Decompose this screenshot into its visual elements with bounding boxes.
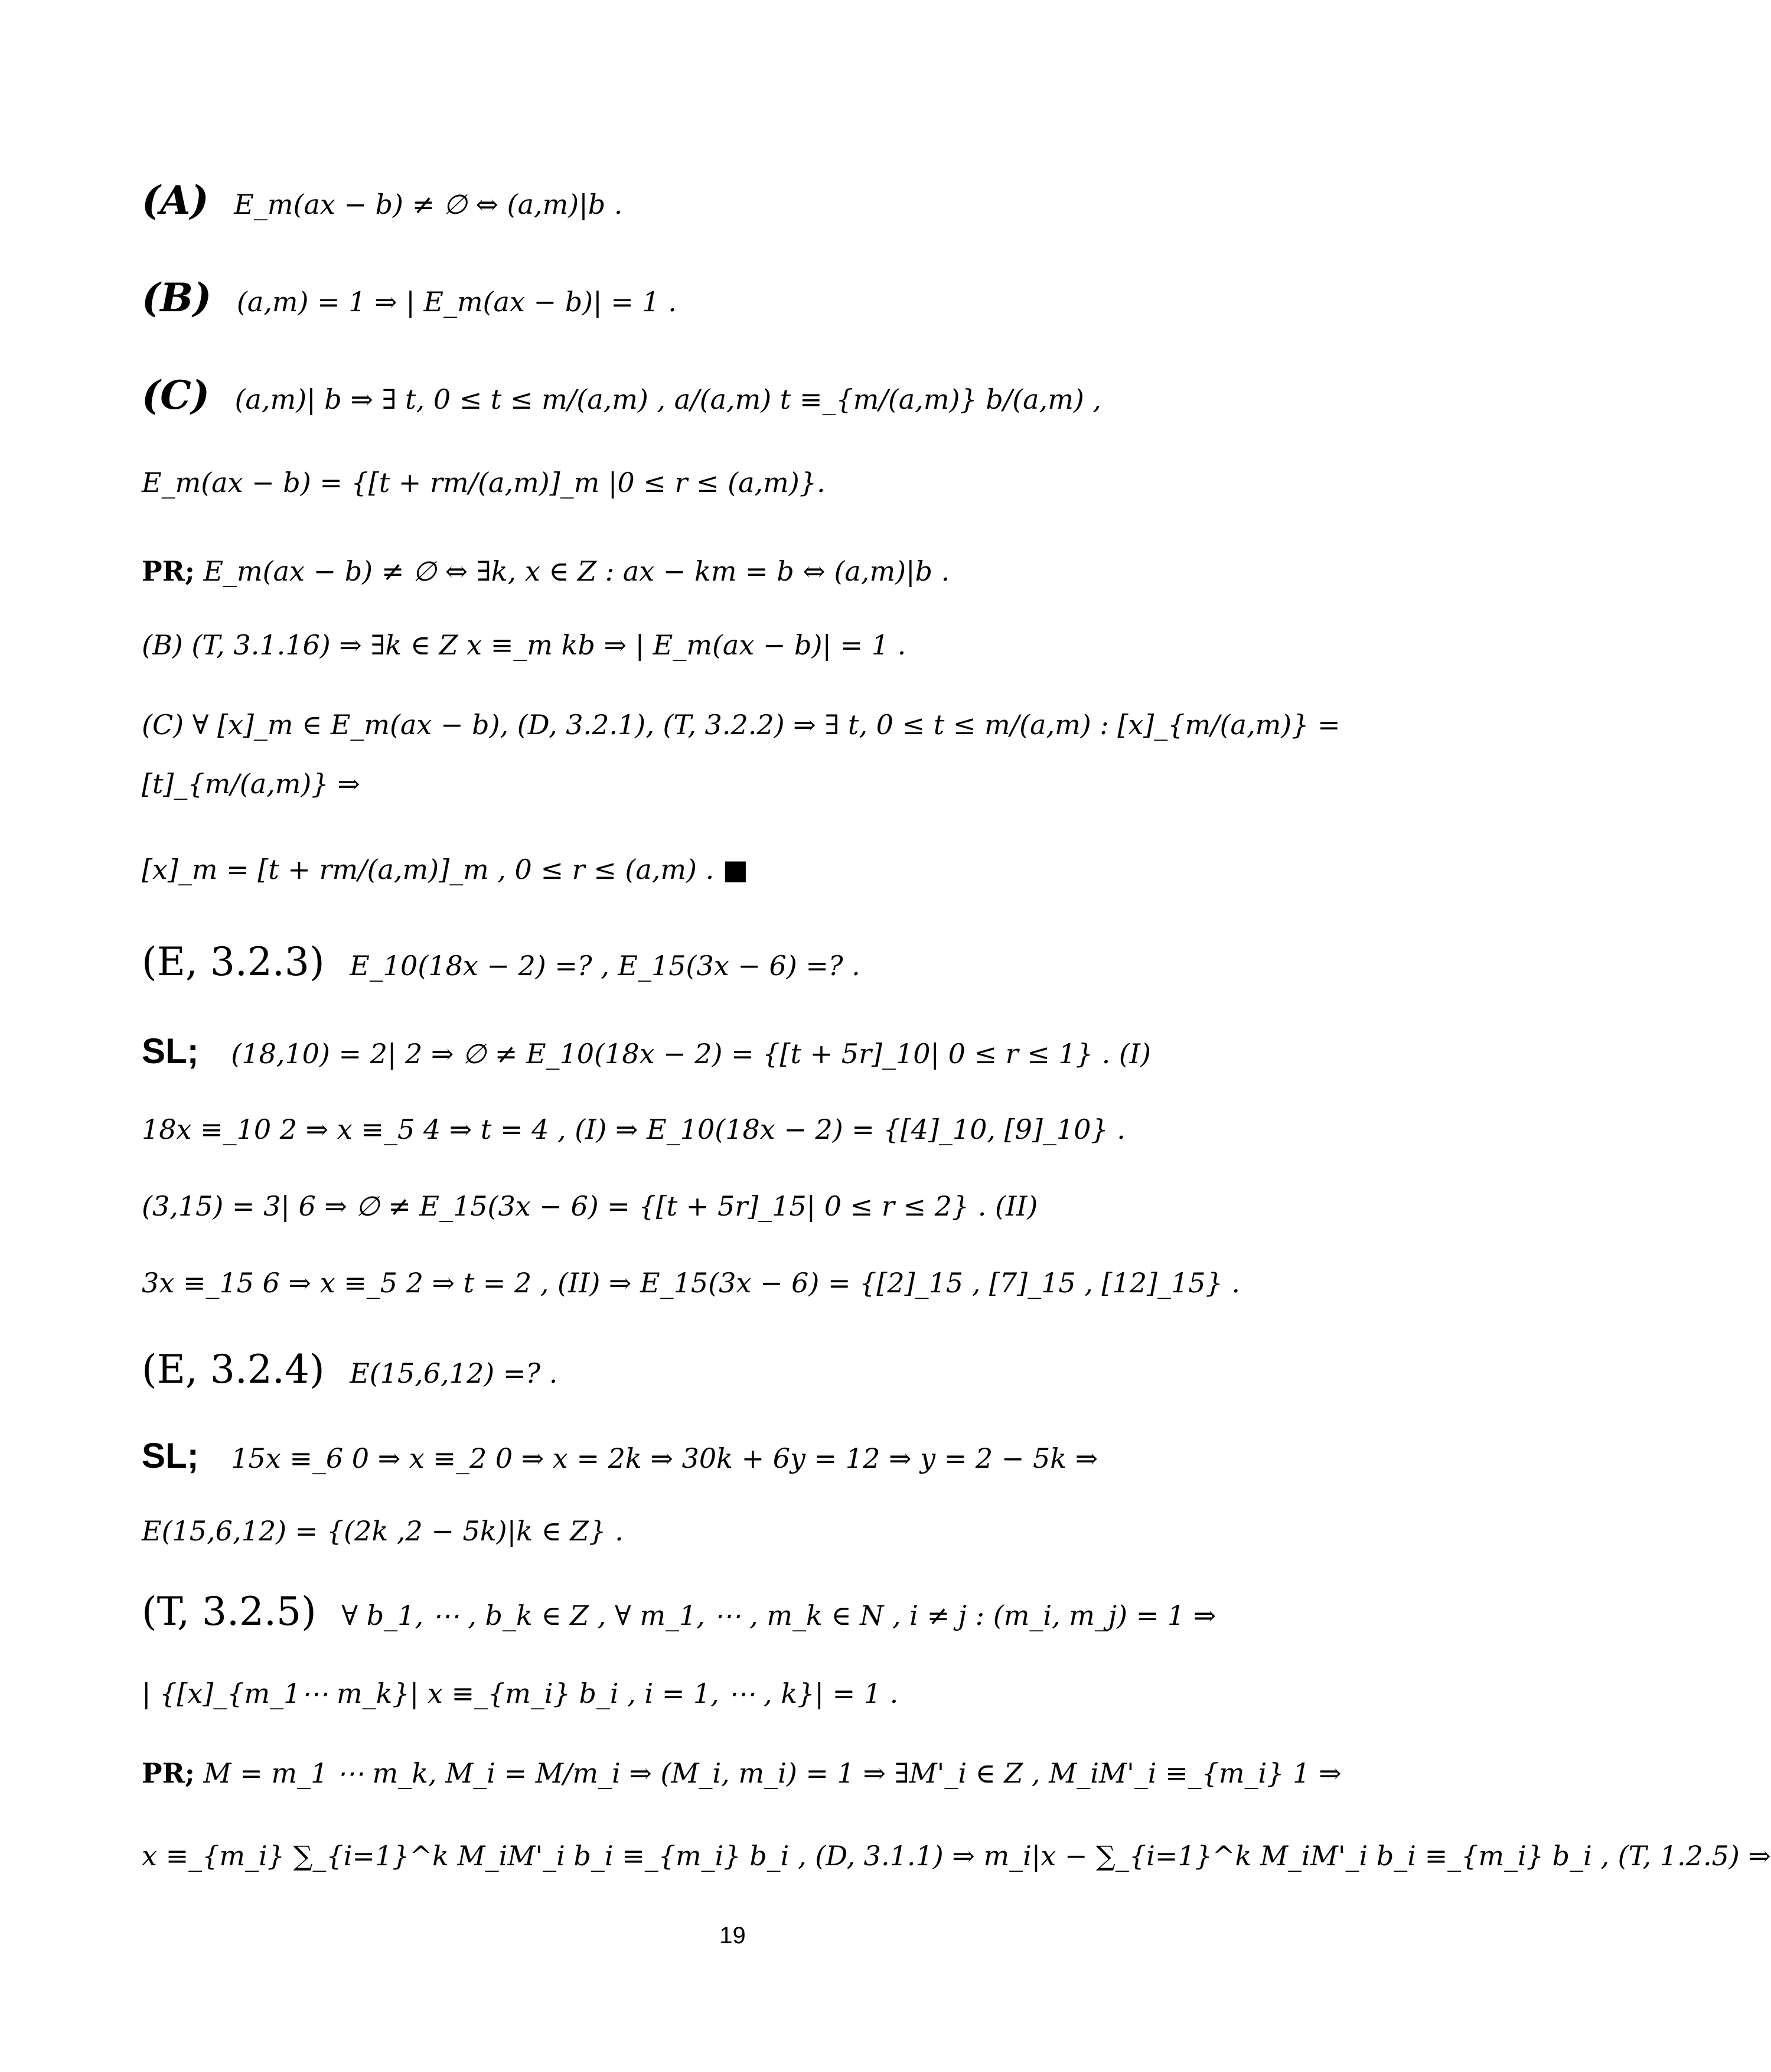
line-proof-b	[142, 629, 906, 661]
page-number: 19	[719, 1923, 746, 1949]
line-sl1-3	[142, 1190, 1038, 1222]
line-sl2	[142, 1435, 1098, 1476]
line-c-set	[142, 467, 826, 499]
text-a: E_m(ax − b) ≠ ∅ ⇔ (a,m)|b .	[234, 188, 623, 220]
text-e323: E_10(18x − 2) =? , E_15(3x − 6) =? .	[350, 950, 860, 982]
text-pr2: M = m_1 ⋯ m_k, M_i = M/m_i ⇒ (M_i, m_i) = 1 ⇒ ∃M'_i ∈ Z , M_iM'_i ≡_{m_i} 1 ⇒	[203, 1757, 1342, 1789]
text-e324: E(15,6,12) =? .	[350, 1357, 558, 1389]
line-proof-c-2	[142, 768, 360, 800]
line-c	[142, 372, 1101, 418]
label-b: (B)	[142, 275, 212, 321]
text-pr: E_m(ax − b) ≠ ∅ ⇔ ∃k, x ∈ Z : ax − km = b ⇔ (a,m)|b .	[203, 555, 950, 587]
line-pr2-2	[142, 1840, 1771, 1872]
text-sl1-4: 3x ≡_15 6 ⇒ x ≡_5 2 ⇒ t = 2 , (II) ⇒ E_15(3x − 6) = {[2]_15 , [7]_15 , [12]_15} .	[142, 1267, 1240, 1299]
label-c: (C)	[142, 372, 210, 418]
line-pr	[142, 555, 950, 587]
label-sl2: SL;	[142, 1436, 199, 1475]
text-t325: ∀ b_1, ⋯ , b_k ∈ Z , ∀ m_1, ⋯ , m_k ∈ N , i ≠ j : (m_i, m_j) = 1 ⇒	[341, 1599, 1216, 1631]
line-a	[142, 177, 622, 223]
line-t325	[142, 1589, 1216, 1634]
text-t325-2: | {[x]_{m_1⋯ m_k}| x ≡_{m_i} b_i , i = 1, ⋯ , k}| = 1 .	[142, 1677, 899, 1709]
label-t325: (T, 3.2.5)	[142, 1589, 317, 1634]
line-sl1	[142, 1031, 1151, 1071]
line-b	[142, 275, 677, 321]
text-sl2: 15x ≡_6 0 ⇒ x ≡_2 0 ⇒ x = 2k ⇒ 30k + 6y = 12 ⇒ y = 2 − 5k ⇒	[231, 1442, 1098, 1474]
text-proof-c-2: [t]_{m/(a,m)} ⇒	[142, 768, 360, 800]
line-pr2	[142, 1757, 1342, 1789]
line-t325-2	[142, 1677, 898, 1709]
text-sl1-2: 18x ≡_10 2 ⇒ x ≡_5 4 ⇒ t = 4 , (I) ⇒ E_10(18x − 2) = {[4]_10, [9]_10} .	[142, 1113, 1126, 1145]
text-proof-c: (C) ∀ [x]_m ∈ E_m(ax − b), (D, 3.2.1), (T, 3.2.2) ⇒ ∃ t, 0 ≤ t ≤ m/(a,m) : [x]_{m/(a,m)} =	[142, 709, 1341, 741]
text-sl1: (18,10) = 2| 2 ⇒ ∅ ≠ E_10(18x − 2) = {[t + 5r]_10| 0 ≤ r ≤ 1} . (I)	[231, 1038, 1151, 1070]
line-sl2-2	[142, 1515, 624, 1547]
text-proof-b: (B) (T, 3.1.16) ⇒ ∃k ∈ Z x ≡_m kb ⇒ | E_m(ax − b)| = 1 .	[142, 629, 906, 661]
line-e323	[142, 939, 860, 985]
label-e324: (E, 3.2.4)	[142, 1347, 325, 1392]
line-proof-c	[142, 709, 1341, 741]
text-pr2-2: x ≡_{m_i} ∑_{i=1}^k M_iM'_i b_i ≡_{m_i} b_i , (D, 3.1.1) ⇒ m_i|x − ∑_{i=1}^k M_iM'_i b_i ≡_{m_i} b_i , (T, 1.2.5) ⇒	[142, 1840, 1771, 1872]
line-e324	[142, 1347, 557, 1392]
line-sl1-4	[142, 1267, 1240, 1299]
line-proof-c-3	[142, 853, 748, 885]
text-sl1-3: (3,15) = 3| 6 ⇒ ∅ ≠ E_15(3x − 6) = {[t + 5r]_15| 0 ≤ r ≤ 2} . (II)	[142, 1190, 1038, 1222]
label-pr: PR;	[142, 555, 195, 587]
label-sl1: SL;	[142, 1031, 199, 1071]
text-sl2-2: E(15,6,12) = {(2k ,2 − 5k)|k ∈ Z} .	[142, 1515, 624, 1547]
line-sl1-2	[142, 1113, 1126, 1145]
text-proof-c-3: [x]_m = [t + rm/(a,m)]_m , 0 ≤ r ≤ (a,m) . ■	[142, 853, 749, 885]
label-a: (A)	[142, 177, 209, 223]
label-pr2: PR;	[142, 1757, 195, 1789]
text-c: (a,m)| b ⇒ ∃ t, 0 ≤ t ≤ m/(a,m) , a/(a,m) t ≡_{m/(a,m)} b/(a,m) ,	[234, 383, 1102, 415]
label-e323: (E, 3.2.3)	[142, 939, 325, 985]
text-c-set: E_m(ax − b) = {[t + rm/(a,m)]_m |0 ≤ r ≤ (a,m)}.	[142, 467, 826, 499]
text-b: (a,m) = 1 ⇒ | E_m(ax − b)| = 1 .	[236, 286, 677, 318]
